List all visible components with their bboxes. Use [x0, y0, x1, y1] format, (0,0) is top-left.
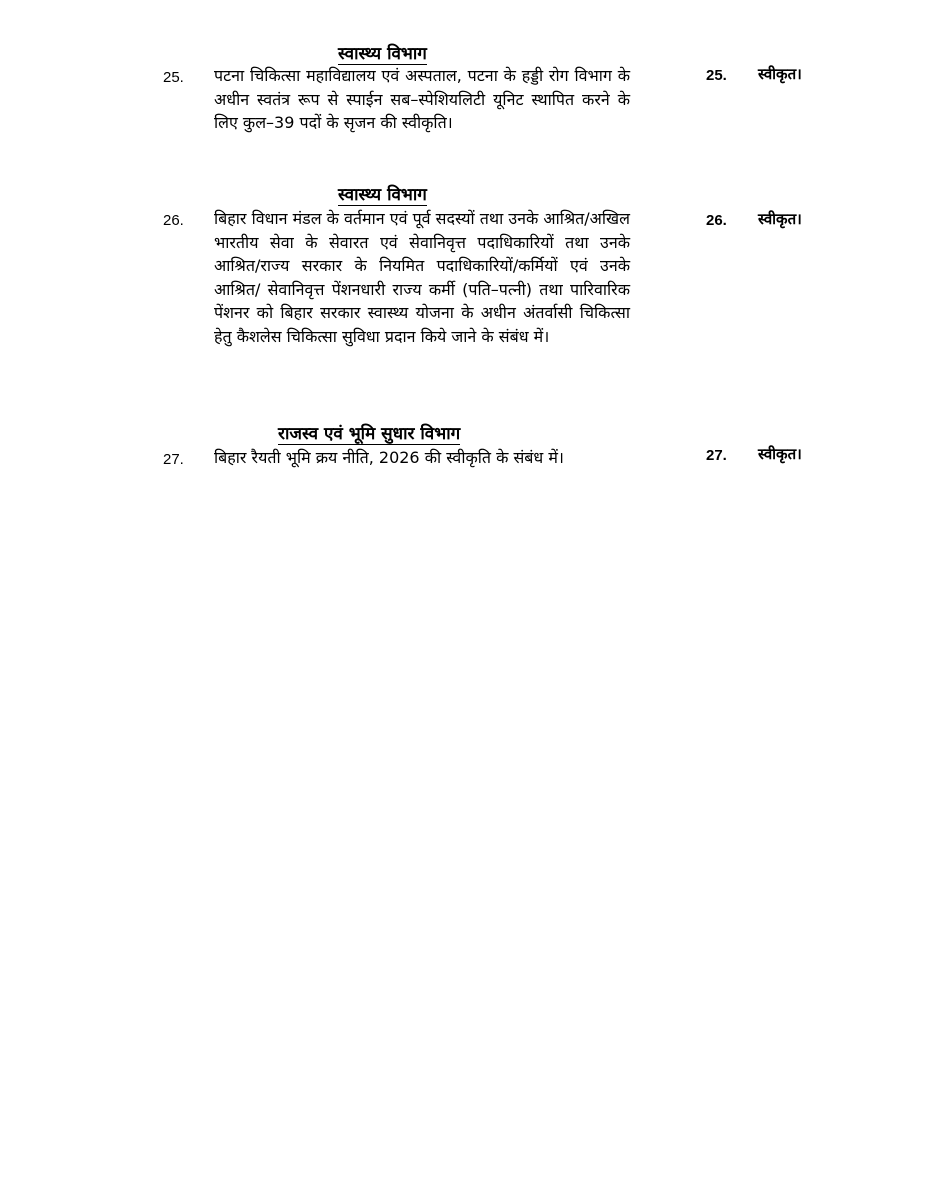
item-number: 25.	[163, 69, 184, 86]
item-description: बिहार विधान मंडल के वर्तमान एवं पूर्व सदस्यों तथा उनके आश्रित/अखिल भारतीय सेवा के सेवारत एवं सेवानिवृत्त पदाधिकारियों तथा उनके आश्रित/राज्य सरकार के नियमित पदाधिकारियों/कर्मियों एवं उनके आश्रित/ सेवानिवृत्त पेंशनधारी राज्य कर्मी (पति–पत्नी) तथा पारिवारिक पेंशनर को बिहार सरकार स्वास्थ्य योजना के अधीन अंतर्वासी चिकित्सा हेतु कैशलेस चिकित्सा सुविधा प्रदान किये जाने के संबंध में।	[214, 209, 630, 346]
item-description: पटना चिकित्सा महाविद्यालय एवं अस्पताल, पटना के हड्डी रोग विभाग के अधीन स्वतंत्र रूप से स्पाईन सब–स्पेशियलिटी यूनिट स्थापित करने के लिए कुल–39 पदों के सृजन की स्वीकृति।	[214, 66, 630, 132]
status-label: स्वीकृत।	[758, 445, 802, 463]
status-number: 27.	[706, 447, 727, 464]
status-label: स्वीकृत।	[758, 210, 802, 228]
item-number: 26.	[163, 212, 184, 229]
department-heading: स्वास्थ्य विभाग	[338, 185, 427, 205]
status-number: 26.	[706, 212, 727, 229]
status-number: 25.	[706, 67, 727, 84]
department-heading: स्वास्थ्य विभाग	[338, 44, 427, 64]
status-label: स्वीकृत।	[758, 65, 802, 83]
item-description: बिहार रैयती भूमि क्रय नीति, 2026 की स्वीकृति के संबंध में।	[214, 448, 564, 467]
department-heading: राजस्व एवं भूमि सुधार विभाग	[278, 424, 461, 444]
item-number: 27.	[163, 451, 184, 468]
